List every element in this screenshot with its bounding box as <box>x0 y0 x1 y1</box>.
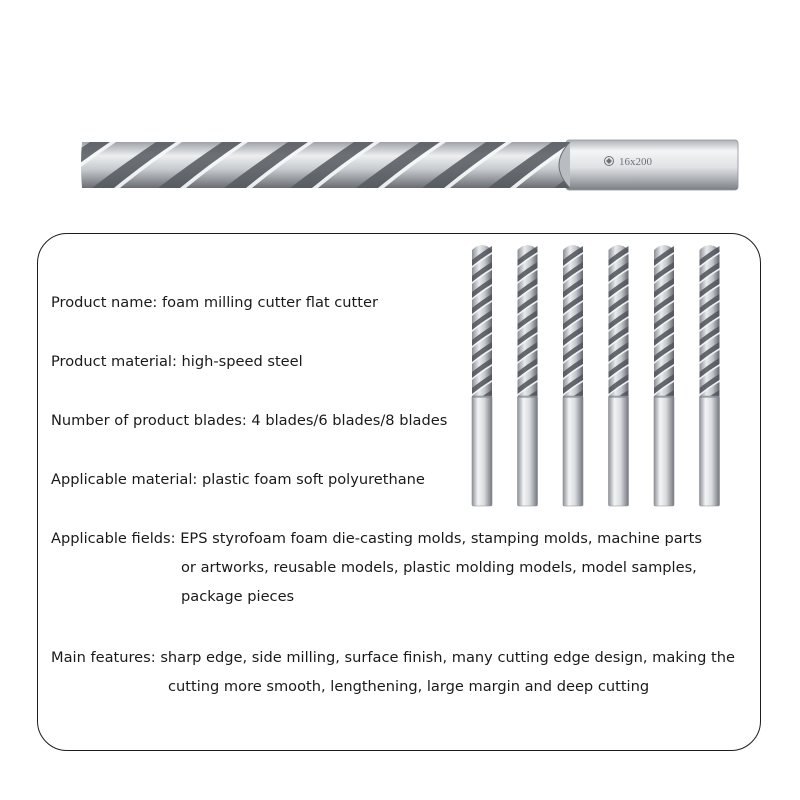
end-mill-cutter-icon <box>518 245 538 506</box>
spec-value-line: or artworks, reusable models, plastic molding models, model samples, <box>181 559 697 576</box>
end-mill-cutter-icon <box>700 245 720 506</box>
spec-value-line: EPS styrofoam foam die-casting molds, stamping molds, machine parts <box>180 530 702 547</box>
end-mill-cutter-icon <box>609 245 629 506</box>
size-marking: 16x200 <box>619 156 652 168</box>
spec-label: Applicable fields: <box>51 530 176 547</box>
spec-label: Applicable material: <box>51 471 198 488</box>
spec-value-line: cutting more smooth, lengthening, large margin and deep cutting <box>168 678 650 695</box>
spec-blade-count <box>51 406 447 435</box>
spec-value: foam milling cutter flat cutter <box>162 294 378 311</box>
spec-label: Product material: <box>51 353 177 370</box>
spec-product-name <box>51 288 378 317</box>
end-mill-cutter-icon <box>472 245 492 506</box>
cutter-set-image <box>468 238 736 510</box>
end-mill-cutter-image <box>78 134 740 196</box>
spec-applicable-fields <box>51 524 702 611</box>
spec-value: plastic foam soft polyurethane <box>202 471 425 488</box>
spec-label: Main features: <box>51 649 156 666</box>
spec-label: Product name: <box>51 294 158 311</box>
spec-applicable-material <box>51 465 425 494</box>
spec-main-features <box>51 643 735 701</box>
spec-value-line: sharp edge, side milling, surface finish, many cutting edge design, making the <box>160 649 735 666</box>
spec-product-material <box>51 347 303 376</box>
spec-value: high-speed steel <box>181 353 303 370</box>
spec-value-line: package pieces <box>181 588 295 605</box>
spec-value: 4 blades/6 blades/8 blades <box>251 412 448 429</box>
spec-label: Number of product blades: <box>51 412 247 429</box>
end-mill-cutter-icon <box>654 245 674 506</box>
end-mill-cutter-icon <box>563 245 583 506</box>
